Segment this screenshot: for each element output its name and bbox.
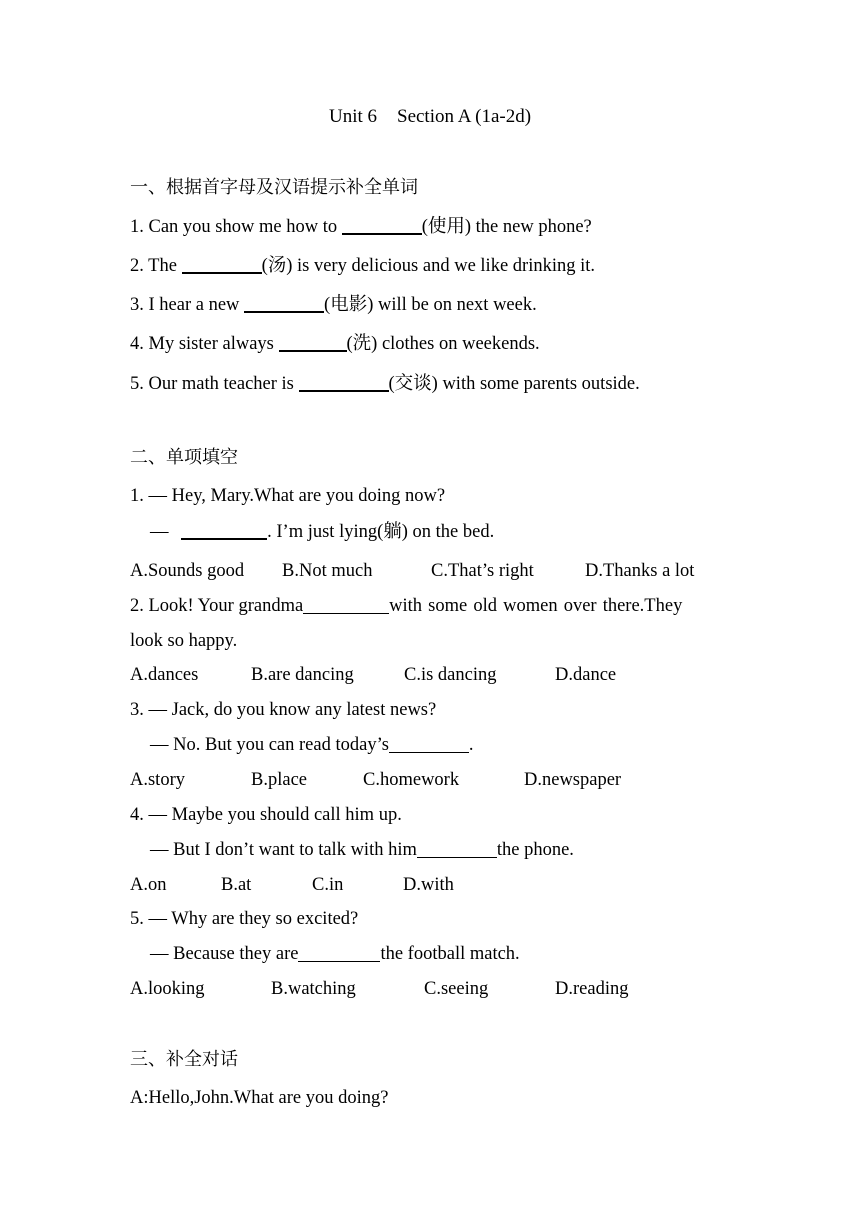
answer-blank (181, 520, 267, 540)
option-d: D.Thanks a lot (585, 561, 695, 581)
option-b: B.at (221, 875, 252, 895)
item-text: with some old women over there.They (389, 596, 683, 616)
part1-item-1 (130, 215, 592, 239)
option-b: B.are dancing (251, 665, 354, 685)
q5-line2 (150, 942, 520, 966)
item-text: — Because they are (150, 944, 299, 964)
item-text: . (468, 735, 474, 755)
answer-blank (303, 595, 389, 614)
option-b: B.watching (271, 979, 356, 999)
part3-heading: 三、补全对话 (130, 1049, 238, 1070)
q1-line2 (150, 520, 494, 544)
part1-item-2 (130, 254, 595, 278)
option-a: A.story (130, 770, 185, 790)
item-text: (电影) will be on next week. (324, 295, 537, 315)
answer-blank (389, 734, 469, 753)
q3-line1: 3. — Jack, do you know any latest news? (130, 700, 437, 720)
item-text: 3. I hear a new (130, 295, 245, 315)
option-a: A.dances (130, 665, 199, 685)
title-section: Section A (1a-2d) (397, 106, 532, 127)
answer-blank (279, 332, 347, 352)
option-a: A.Sounds good (130, 561, 245, 581)
option-c: C.is dancing (404, 665, 497, 685)
option-c: C.in (312, 875, 344, 895)
q4-line1: 4. — Maybe you should call him up. (130, 805, 402, 825)
item-text: (洗) clothes on weekends. (346, 334, 540, 354)
item-text: 4. My sister always (130, 334, 279, 354)
q2-line1 (130, 594, 682, 618)
answer-blank (342, 215, 422, 235)
answer-blank (299, 372, 389, 392)
answer-blank (244, 293, 324, 313)
item-text: 1. Can you show me how to (130, 217, 342, 237)
dialogue-line-1: A:Hello,John.What are you doing? (130, 1088, 389, 1108)
title-unit: Unit 6 (328, 106, 377, 127)
answer-blank (417, 839, 497, 858)
item-text: (使用) the new phone? (421, 217, 592, 237)
item-text: 5. Our math teacher is (130, 374, 299, 394)
item-text: . I’m just lying(躺) on the bed. (267, 522, 495, 542)
item-text: — But I don’t want to talk with him (150, 840, 417, 860)
option-c: C.That’s right (431, 561, 534, 581)
option-b: B.place (251, 770, 307, 790)
option-a: A.on (130, 875, 167, 895)
option-d: D.with (403, 875, 454, 895)
q3-line2 (150, 733, 474, 757)
page-title (0, 105, 860, 129)
option-c: C.homework (363, 770, 460, 790)
option-d: D.reading (555, 979, 629, 999)
q2-options (130, 663, 730, 687)
item-text: (交谈) with some parents outside. (388, 374, 640, 394)
option-c: C.seeing (424, 979, 489, 999)
item-text: — No. But you can read today’s (150, 735, 389, 755)
option-d: D.newspaper (524, 770, 622, 790)
option-b: B.Not much (282, 561, 373, 581)
q1-options (130, 559, 730, 583)
item-text: 2. Look! Your grandma (130, 596, 304, 616)
part2-heading: 二、单项填空 (130, 447, 238, 468)
item-text: the football match. (380, 944, 520, 964)
part1-item-4 (130, 332, 540, 356)
part1-item-5 (130, 372, 640, 396)
answer-blank (298, 943, 380, 962)
item-text: 2. The (130, 256, 182, 276)
q3-options (130, 768, 730, 792)
q5-line1: 5. — Why are they so excited? (130, 909, 359, 929)
q1-line1: 1. — Hey, Mary.What are you doing now? (130, 486, 446, 506)
item-text: (汤) is very delicious and we like drinking it. (261, 256, 596, 276)
q5-options (130, 977, 730, 1001)
q4-line2 (150, 838, 574, 862)
q2-line2: look so happy. (130, 631, 238, 651)
option-d: D.dance (555, 665, 617, 685)
item-text: the phone. (496, 840, 574, 860)
part1-item-3 (130, 293, 537, 317)
part1-heading: 一、根据首字母及汉语提示补全单词 (130, 177, 418, 198)
item-text: — (150, 522, 174, 542)
q4-options (130, 873, 730, 897)
option-a: A.looking (130, 979, 205, 999)
answer-blank (182, 254, 262, 274)
